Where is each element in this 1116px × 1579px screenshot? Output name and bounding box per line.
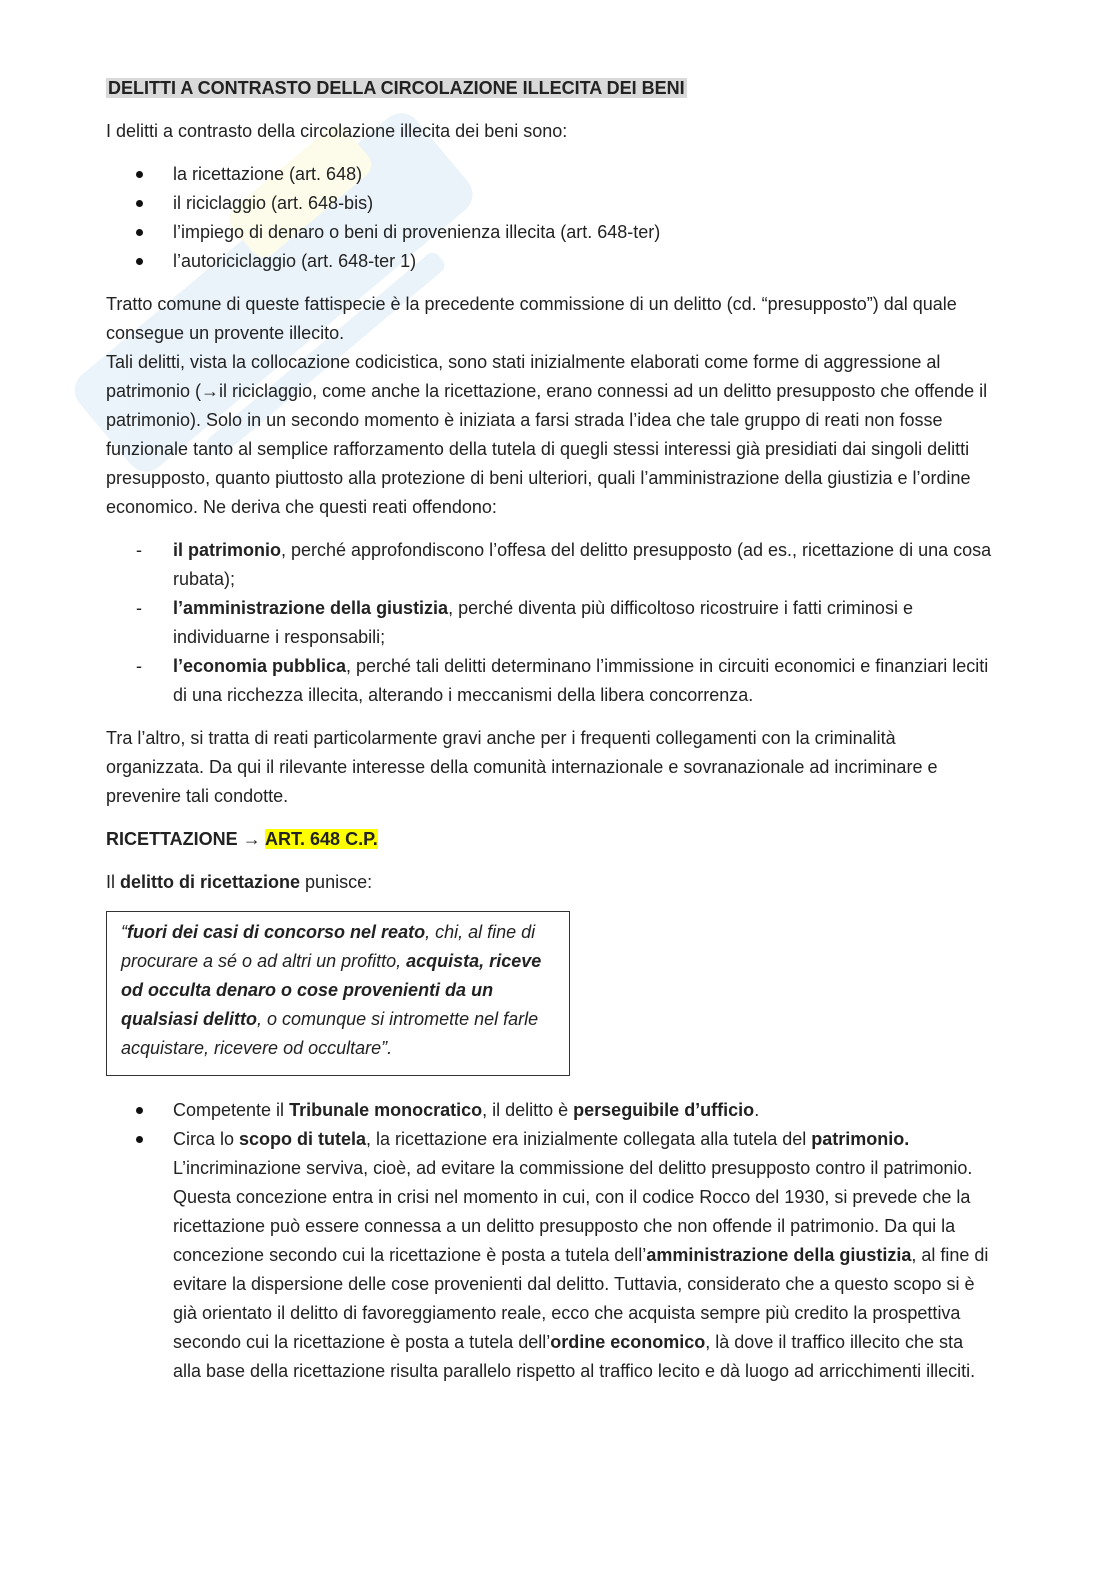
list-item: Circa lo scopo di tutela, la ricettazione era inizialmente collegata alla tutela del patrimonio. L’incriminazione serviva, cioè, ad evitare la commissione del delitto presupposto contro il patrimonio. Questa concezione entra in crisi nel momento in cui, con il codice Rocco del 1930, si prevede che la ricettazione può essere connessa a un delitto presupposto che non offende il patrimonio. Da qui la concezione secondo cui la ricettazione è posta a tutela dell’amministrazione della giustizia, al fine di evitare la dispersione delle cose provenienti dal delitto. Tuttavia, considerato che a questo scopo si è già orientato il delitto di favoreggiamento reale, ecco che acquista sempre più credito la prospettiva secondo cui la ricettazione è posta a tutela dell’ordine economico, là dove il traffico illecito che sta alla base della ricettazione risulta parallelo rispetto al traffico lecito e dà luogo ad arricchimenti illeciti.	[106, 1125, 996, 1386]
crimes-list	[106, 160, 996, 276]
bullet-icon	[136, 229, 143, 236]
law-quote-box: “fuori dei casi di concorso nel reato, chi, al fine di procurare a sé o ad altri un profitto, acquista, riceve od occulta denaro o cose provenienti da un qualsiasi delitto, o comunque si intromette nel farle acquistare, ricevere od occultare”.	[106, 911, 570, 1076]
list-item: - l’amministrazione della giustizia, perché diventa più difficoltoso ricostruire i fatti criminosi e individuarne i responsabili;	[136, 598, 913, 647]
list-item: il riciclaggio (art. 648-bis)	[106, 189, 996, 218]
arrow-icon: →	[242, 829, 261, 849]
list-item: - l’economia pubblica, perché tali delitti determinano l’immissione in circuiti economici e finanziari leciti di una ricchezza illecita, alterando i meccanismi della libera concorrenza.	[136, 656, 989, 705]
paragraph-protected-interests: Tali delitti, vista la collocazione codicistica, sono stati inizialmente elaborati come forme di aggressione al patrimonio (→il riciclaggio, come anche la ricettazione, erano connessi ad un delitto presupposto che offende il patrimonio). Solo in un secondo momento è iniziata a farsi strada l’idea che tale gruppo di reati non fosse funzionale tanto al semplice rafforzamento della tutela di quegli stessi interessi già presidiati dai singoli delitti presupposto, quanto piuttosto alla protezione di beni ulteriori, quali l’amministrazione della giustizia e l’ordine economico. Ne deriva che questi reati offendono:	[106, 352, 988, 517]
document-title	[106, 74, 996, 103]
arrow-icon: →	[201, 381, 220, 401]
bullet-icon	[136, 171, 143, 178]
intro-paragraph: I delitti a contrasto della circolazione illecita dei beni sono:	[106, 121, 568, 141]
list-item: - il patrimonio, perché approfondiscono l’offesa del delitto presupposto (ad es., ricettazione di una cosa rubata);	[136, 540, 992, 589]
document-page	[106, 74, 996, 1400]
punisce-line: Il delitto di ricettazione punisce:	[106, 872, 373, 892]
list-item: l’autoriciclaggio (art. 648-ter 1)	[106, 247, 996, 276]
ricettazione-notes-list	[106, 1096, 996, 1386]
article-reference: ART. 648 C.P.	[265, 829, 378, 849]
section-heading-ricettazione: RICETTAZIONE → ART. 648 C.P.	[106, 829, 378, 849]
list-item: la ricettazione (art. 648)	[106, 160, 996, 189]
bullet-icon	[136, 200, 143, 207]
list-item: l’impiego di denaro o beni di provenienza illecita (art. 648-ter)	[106, 218, 996, 247]
list-item: Competente il Tribunale monocratico, il delitto è perseguibile d’ufficio.	[106, 1096, 996, 1125]
paragraph-common-trait: Tratto comune di queste fattispecie è la precedente commissione di un delitto (cd. “presupposto”) dal quale consegue un provente illecito.	[106, 294, 957, 343]
bullet-icon	[136, 1107, 143, 1114]
title-highlight: DELITTI A CONTRASTO DELLA CIRCOLAZIONE ILLECITA DEI BENI	[108, 78, 685, 98]
bullet-icon	[136, 258, 143, 265]
paragraph-organized-crime: Tra l’altro, si tratta di reati particolarmente gravi anche per i frequenti collegamenti con la criminalità organizzata. Da qui il rilevante interesse della comunità internazionale e sovranazionale ad incriminare e prevenire tali condotte.	[106, 728, 938, 806]
offended-interests-list	[106, 536, 996, 710]
bullet-icon	[136, 1136, 143, 1143]
